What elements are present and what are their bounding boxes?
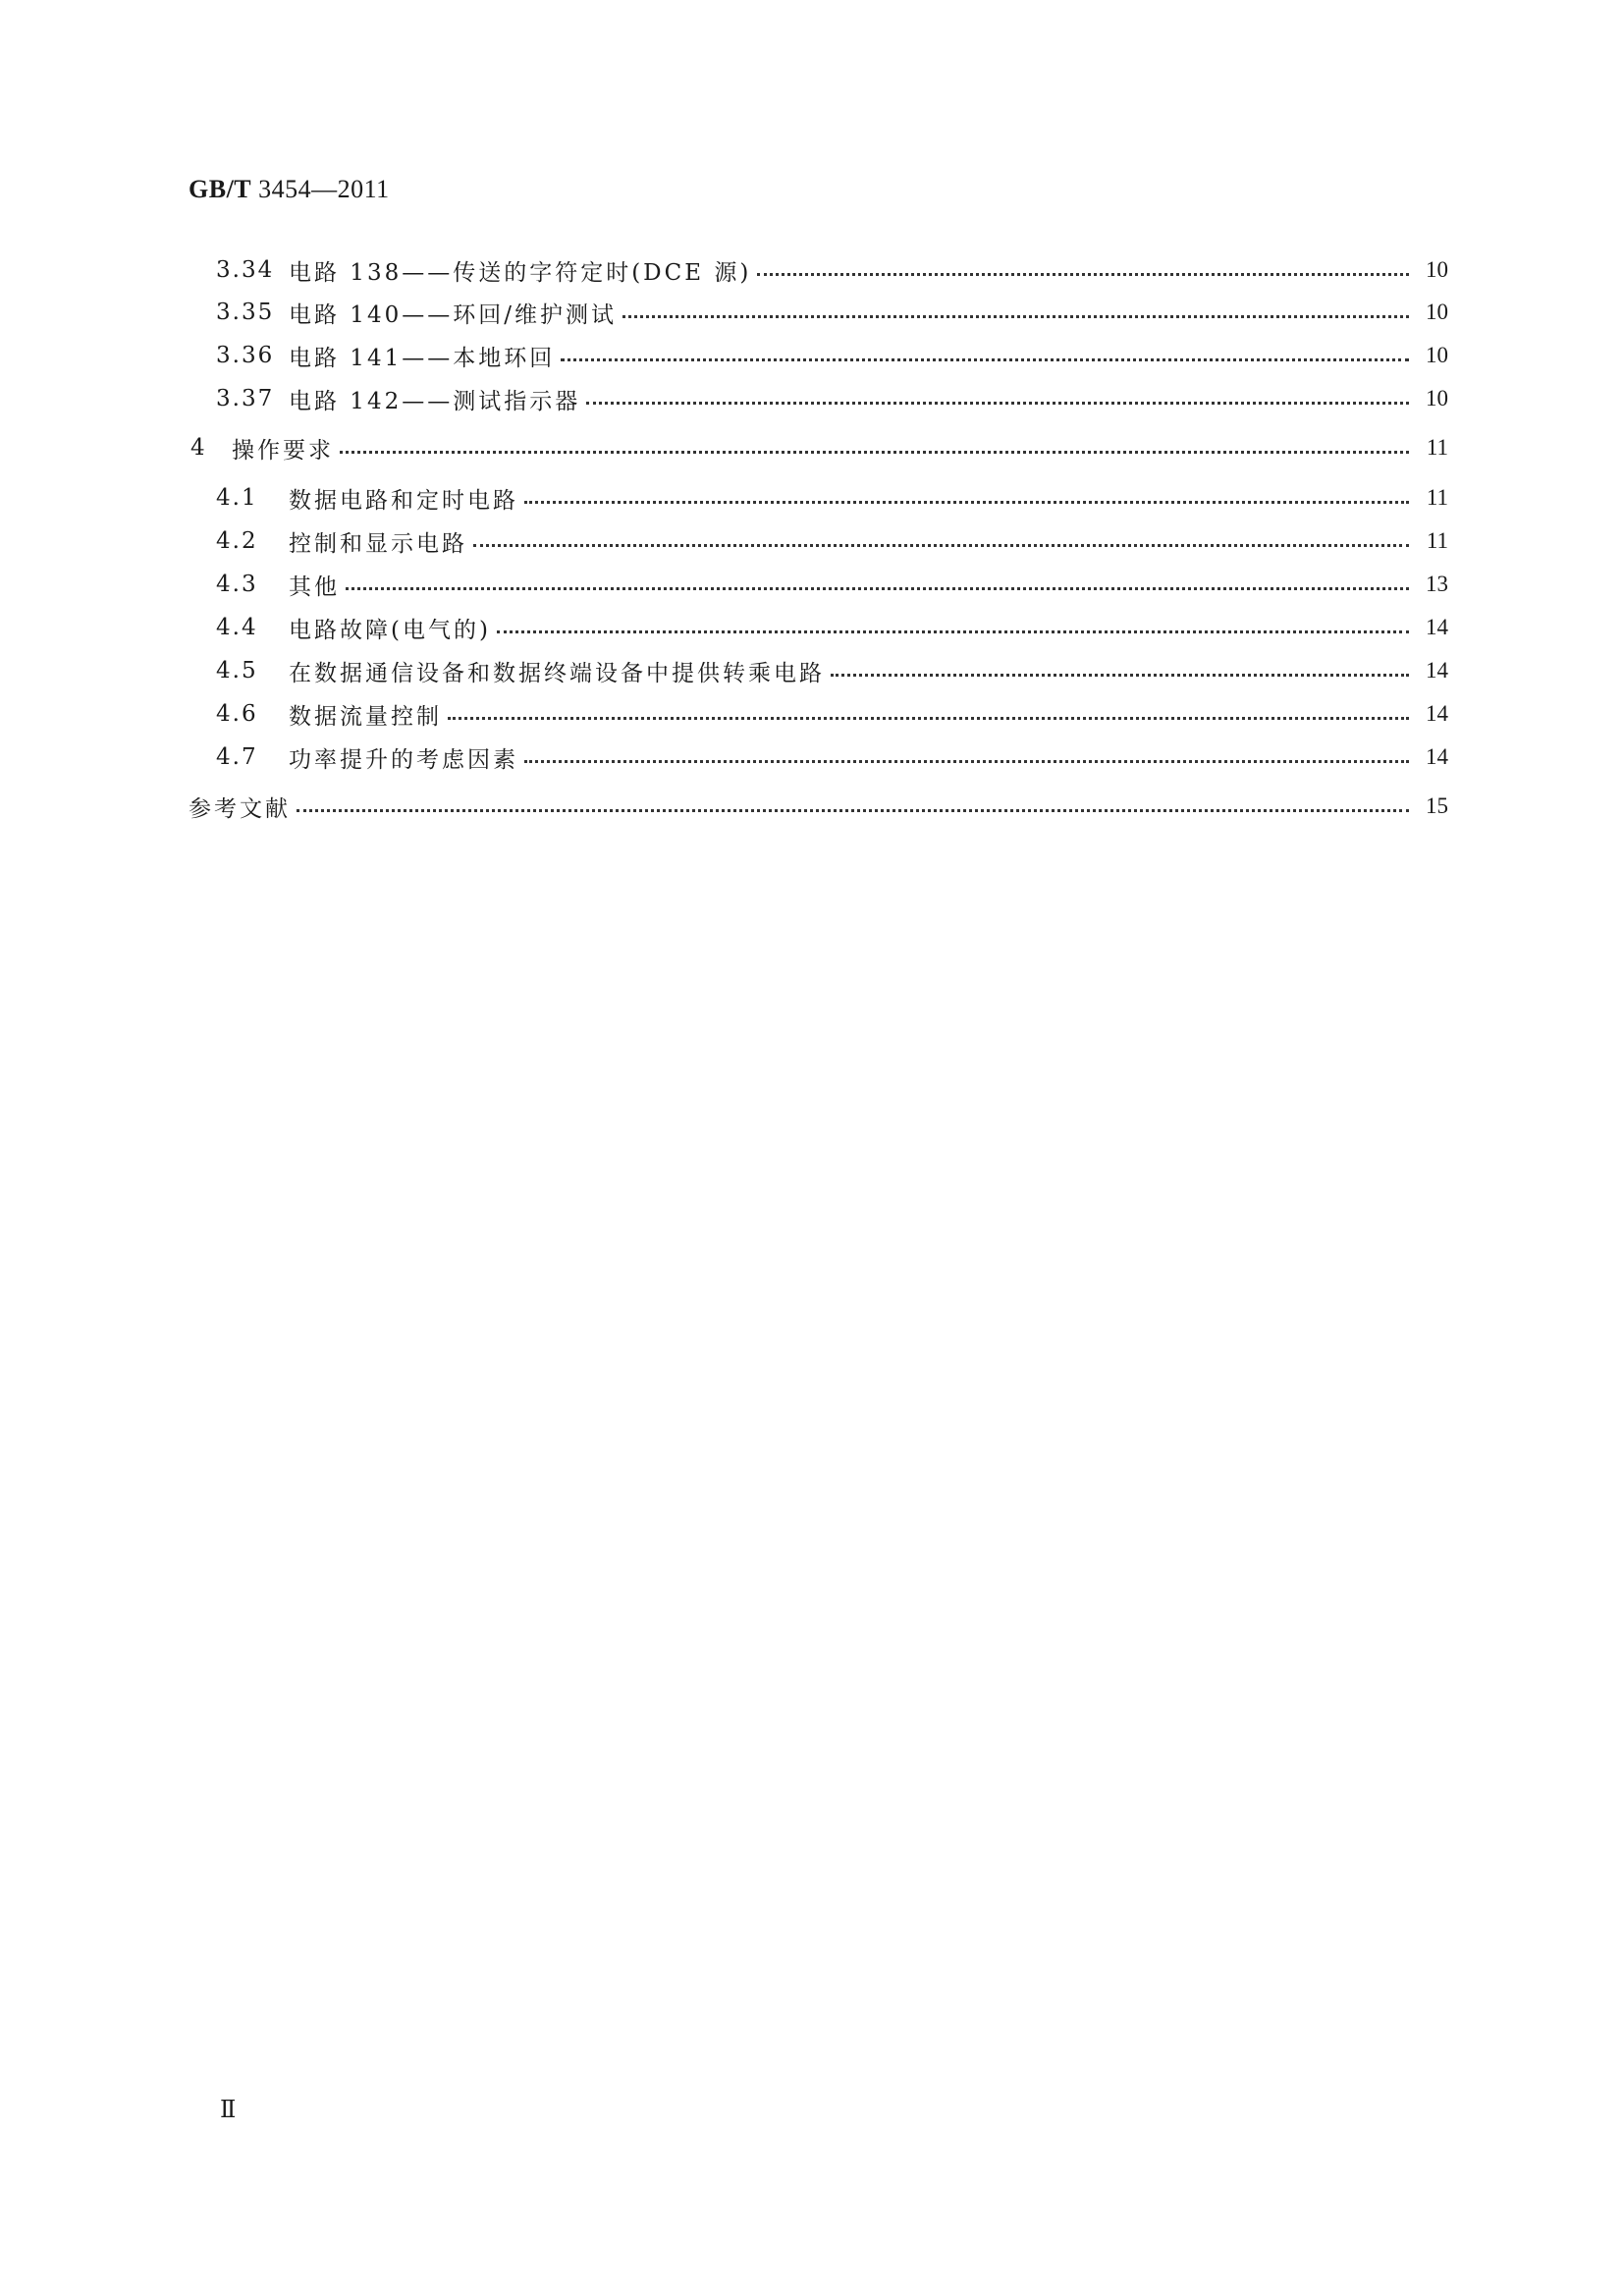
toc-entry-number: 4.4 (216, 615, 258, 640)
toc-entry-3-37[interactable] (189, 379, 1448, 418)
standard-prefix: GB/T (189, 175, 252, 203)
dot-leader (561, 358, 1409, 361)
toc-entry-4-3[interactable] (189, 565, 1448, 604)
toc-entry-page: 10 (1426, 300, 1448, 324)
toc-entry-number: 4.1 (216, 485, 258, 511)
dot-leader (831, 674, 1409, 677)
toc-entry-page: 10 (1426, 343, 1448, 367)
toc-entry-page: 10 (1426, 386, 1448, 410)
toc-entry-number: 3.36 (216, 343, 275, 368)
toc-entry-page: 14 (1426, 701, 1448, 726)
toc-entry-number: 4.2 (216, 528, 258, 554)
toc-entry-title: 电路 138——传送的字符定时(DCE 源) (289, 259, 752, 286)
dot-leader (524, 501, 1409, 504)
toc-entry-3-36[interactable] (189, 336, 1448, 375)
toc-entry-title: 电路 142——测试指示器 (289, 388, 581, 414)
dot-leader (448, 717, 1409, 720)
toc-entry-title: 操作要求 (232, 437, 334, 464)
toc-entry-title: 功率提升的考虑因素 (289, 746, 518, 773)
dot-leader (346, 587, 1409, 590)
toc-entry-4-5[interactable] (189, 651, 1448, 690)
toc-entry-number: 3.35 (216, 300, 275, 325)
toc-entry-title: 电路 141——本地环回 (289, 345, 556, 371)
toc-entry-number: 4.6 (216, 701, 258, 727)
dot-leader (473, 544, 1409, 547)
toc-entry-page: 11 (1426, 435, 1448, 460)
toc-entry-4-2[interactable] (189, 521, 1448, 561)
toc-entry-number: 4.7 (216, 744, 258, 770)
dot-leader (757, 273, 1409, 276)
toc-entry-page: 15 (1426, 793, 1448, 818)
toc-entry-page: 13 (1426, 572, 1448, 596)
toc-entry-4-6[interactable] (189, 694, 1448, 734)
toc-entry-number: 3.34 (216, 257, 275, 283)
toc-entry-3-34[interactable] (189, 250, 1448, 290)
dot-leader (497, 630, 1409, 633)
toc-entry-4-1[interactable] (189, 478, 1448, 518)
toc-entry-page: 10 (1426, 257, 1448, 282)
dot-leader (622, 315, 1409, 318)
dot-leader (297, 809, 1409, 812)
page-number: Ⅱ (220, 2098, 237, 2123)
dot-leader (340, 451, 1409, 454)
toc-entry-3-35[interactable] (189, 293, 1448, 332)
toc-entry-number: 4.5 (216, 658, 258, 683)
toc-entry-page: 14 (1426, 615, 1448, 639)
toc-entry-4[interactable] (189, 428, 1448, 467)
toc-entry-page: 11 (1426, 485, 1448, 510)
standard-code (189, 175, 390, 204)
standard-number: 3454—2011 (251, 175, 390, 203)
toc-entry-number: 4 (190, 435, 205, 461)
toc-entry-title: 数据流量控制 (289, 703, 442, 730)
toc-entry-4-7[interactable] (189, 738, 1448, 777)
toc-entry-page: 14 (1426, 744, 1448, 769)
toc-entry-title: 数据电路和定时电路 (289, 487, 518, 514)
toc-entry-title: 参考文献 (189, 795, 291, 822)
toc-entry-title: 在数据通信设备和数据终端设备中提供转乘电路 (289, 660, 825, 686)
toc-entry-number: 3.37 (216, 386, 275, 411)
toc-entry-bibliography[interactable] (189, 787, 1448, 826)
toc-entry-title: 控制和显示电路 (289, 530, 467, 557)
toc-entry-page: 11 (1426, 528, 1448, 553)
toc-entry-title: 电路 140——环回/维护测试 (289, 301, 617, 328)
toc-entry-number: 4.3 (216, 572, 258, 597)
dot-leader (524, 760, 1409, 763)
toc-entry-title: 其他 (289, 574, 340, 600)
toc-entry-4-4[interactable] (189, 608, 1448, 647)
dot-leader (586, 402, 1409, 405)
toc-entry-page: 14 (1426, 658, 1448, 683)
toc-entry-title: 电路故障(电气的) (289, 617, 491, 643)
